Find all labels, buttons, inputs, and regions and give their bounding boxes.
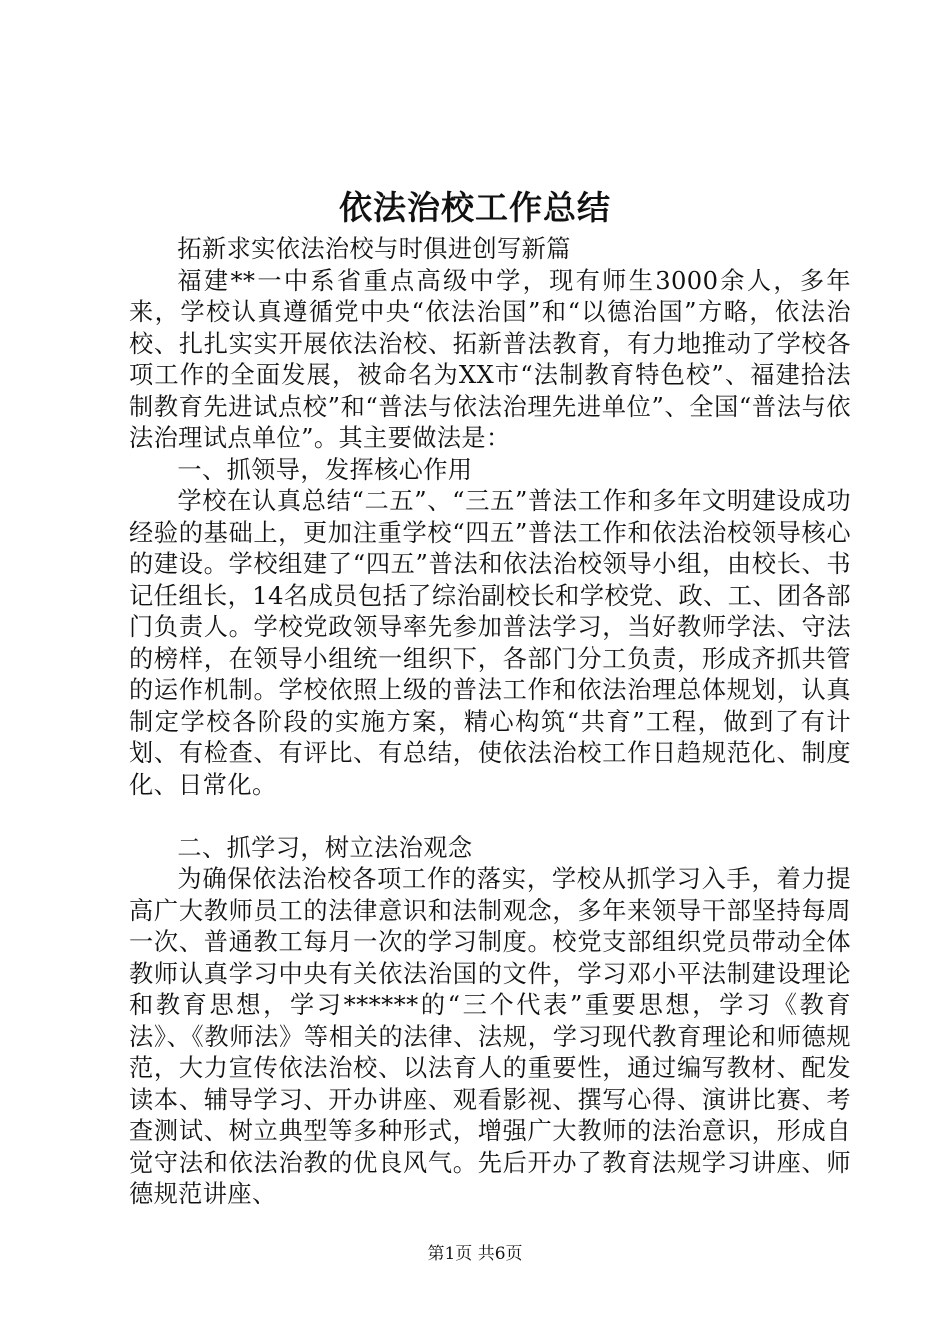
section-2-paragraph: 为确保依法治校各项工作的落实，学校从抓学习入手，着力提高广大教师员工的法律意识和法制观念，多年来领导干部坚持每周一次、普通教工每月一次的学习制度。校党支部组织党员带动全体教师认真学习中央有关依法治国的文件，学习邓小平法制建设理论和教育思想，学习******的“三个代表”重要思想，学习《教育法》、《教师法》等相关的法律、法规，学习现代教育理论和师德规范，大力宣传依法治校、以法育人的重要性，通过编写教材、配发读本、辅导学习、开办讲座、观看影视、撰写心得、演讲比赛、考查测试、树立典型等多种形式，增强广大教师的法治意识，形成自觉守法和依法治教的优良风气。先后开办了教育法规学习讲座、师德规范讲座、 <box>129 865 851 1208</box>
section-heading-1: 一、抓领导，发挥核心作用 <box>177 455 473 484</box>
page-footer: 第1页 共6页 <box>427 1244 523 1264</box>
document-title: 依法治校工作总结 <box>339 188 611 227</box>
intro-paragraph: 福建**一中系省重点高级中学，现有师生3000余人，多年来，学校认真遵循党中央“依法治国”和“以德治国”方略，依法治校、扎扎实实开展依法治校、拓新普法教育，有力地推动了学校各项工作的全面发展，被命名为XX市“法制教育特色校”、福建拾法制教育先进试点校”和“普法与依法治理先进单位”、全国“普法与依法治理试点单位”。其主要做法是： <box>129 266 851 452</box>
document-body <box>129 234 851 1211</box>
section-heading-2: 二、抓学习，树立法治观念 <box>177 833 473 862</box>
section-1-paragraph: 学校在认真总结“二五”、“三五”普法工作和多年文明建设成功经验的基础上，更加注重学校“四五”普法工作和依法治校领导核心的建设。学校组建了“四五”普法和依法治校领导小组，由校长、书记任组长，14名成员包括了综治副校长和学校党、政、工、团各部门负责人。学校党政领导率先参加普法学习，当好教师学法、守法的榜样，在领导小组统一组织下，各部门分工负责，形成齐抓共管的运作机制。学校依照上级的普法工作和依法治理总体规划，认真制定学校各阶段的实施方案，精心构筑“共育”工程，做到了有计划、有检查、有评比、有总结，使依法治校工作日趋规范化、制度化、日常化。 <box>129 487 851 799</box>
subtitle-paragraph: 拓新求实依法治校与时俱进创写新篇 <box>177 235 571 263</box>
